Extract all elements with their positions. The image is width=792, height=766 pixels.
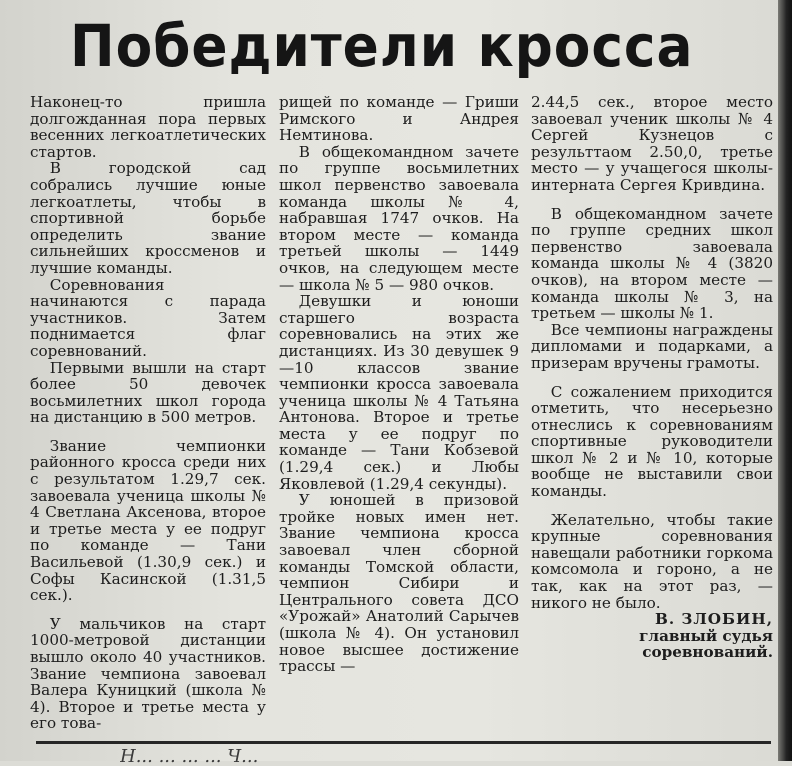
article-headline: Победители кросса [70, 12, 694, 80]
paragraph: У мальчиков на старт 1000-метровой дистанции вышло около 40 участников. Звание чемпиона завоевал Валера Куницкий (школа № 4). Второе и третье места у его това- [30, 614, 266, 733]
paragraph: Первыми вышли на старт более 50 девочек восьмилетних школ города на дистанцию в 500 метров. [30, 358, 266, 427]
column-1 [30, 94, 266, 732]
paragraph: Девушки и юноши старшего возраста соревновались на этих же дистанциях. Из 30 девушек 9—10 классов звание чемпионки кросса завоевала ученица школы № 4 Татьяна Антонова. Второе и третье места у ее подруг по команде — Тани Кобзевой (1.29,4 сек.) и Любы Яковлевой (1.29,4 секунды). [279, 292, 519, 493]
paragraph: Соревнования начинаются с парада участников. Затем поднимается флаг соревнований. [30, 275, 266, 360]
paragraph: Наконец-то пришла долгожданная пора первых весенних легкоатлетических стартов. [30, 93, 266, 161]
column-2 [279, 94, 519, 675]
paragraph: 2.44,5 сек., второе место завоевал ученик школы № 4 Сергей Кузнецов с результтаом 2.50,0, третье место — у учащегося школы-интерната Сергея Кривдина. [531, 93, 773, 194]
page-edge-shadow [778, 0, 792, 761]
next-article-cut-text: Н... ... ... ... Ч... [120, 748, 259, 766]
paragraph: В общекомандном зачете по группе восьмилетних школ первенство завоевала команда школы № 4, набравшая 1747 очков. На втором месте — команда третьей школы — 1449 очков, на следующем месте — школа № 5 — 980 очков. [279, 142, 519, 294]
paragraph: Желательно, чтобы такие крупные соревнования навещали работники горкома комсомола и гороно, а не так, как на этот раз, — никого не было. [531, 510, 773, 612]
paragraph: Все чемпионы награждены дипломами и подарками, а призерам вручены грамоты. [531, 320, 773, 372]
author-title: главный судья соревнований. [639, 626, 773, 662]
column-3 [531, 94, 773, 661]
paragraph: В общекомандном зачете по группе средних школ первенство завоевала команда школы № 4 (3820 очков), на втором месте — команда школы № 3, на третьем — школы № 1. [531, 204, 773, 323]
author-name: В. ЗЛОБИН, [655, 610, 773, 629]
paragraph: В городской сад собрались лучшие юные легкоатлеты, чтобы в спортивной борьбе определить звание сильнейших кроссменов и лучшие команды. [30, 159, 266, 277]
author-signature [531, 611, 773, 628]
paragraph: У юношей в призовой тройке новых имен нет. Звание чемпиона кросса завоевал член сборной команды Томской области, чемпион Сибири и Центрального совета ДСО «Урожай» Анатолий Сарычев (школа № 4). Он установил новое высшее достижение трассы — [279, 491, 519, 676]
bottom-divider [36, 741, 771, 744]
paragraph: Звание чемпионки районного кросса среди них с результатом 1.29,7 сек. завоевала ученица школы № 4 Светлана Аксенова, второе и третье места у ее подруг по команде — Тани Васильевой (1.30,9 сек.) и Софы Касинской (1.31,5 сек.). [30, 436, 266, 605]
paragraph: С сожалением приходится отметить, что несерьезно отнеслись к соревнованиям спортивные руководители школ № 2 и № 10, которые вообще не выставили свои команды. [531, 382, 773, 501]
paragraph: рищей по команде — Гриши Римского и Андрея Немтинова. [279, 93, 519, 145]
